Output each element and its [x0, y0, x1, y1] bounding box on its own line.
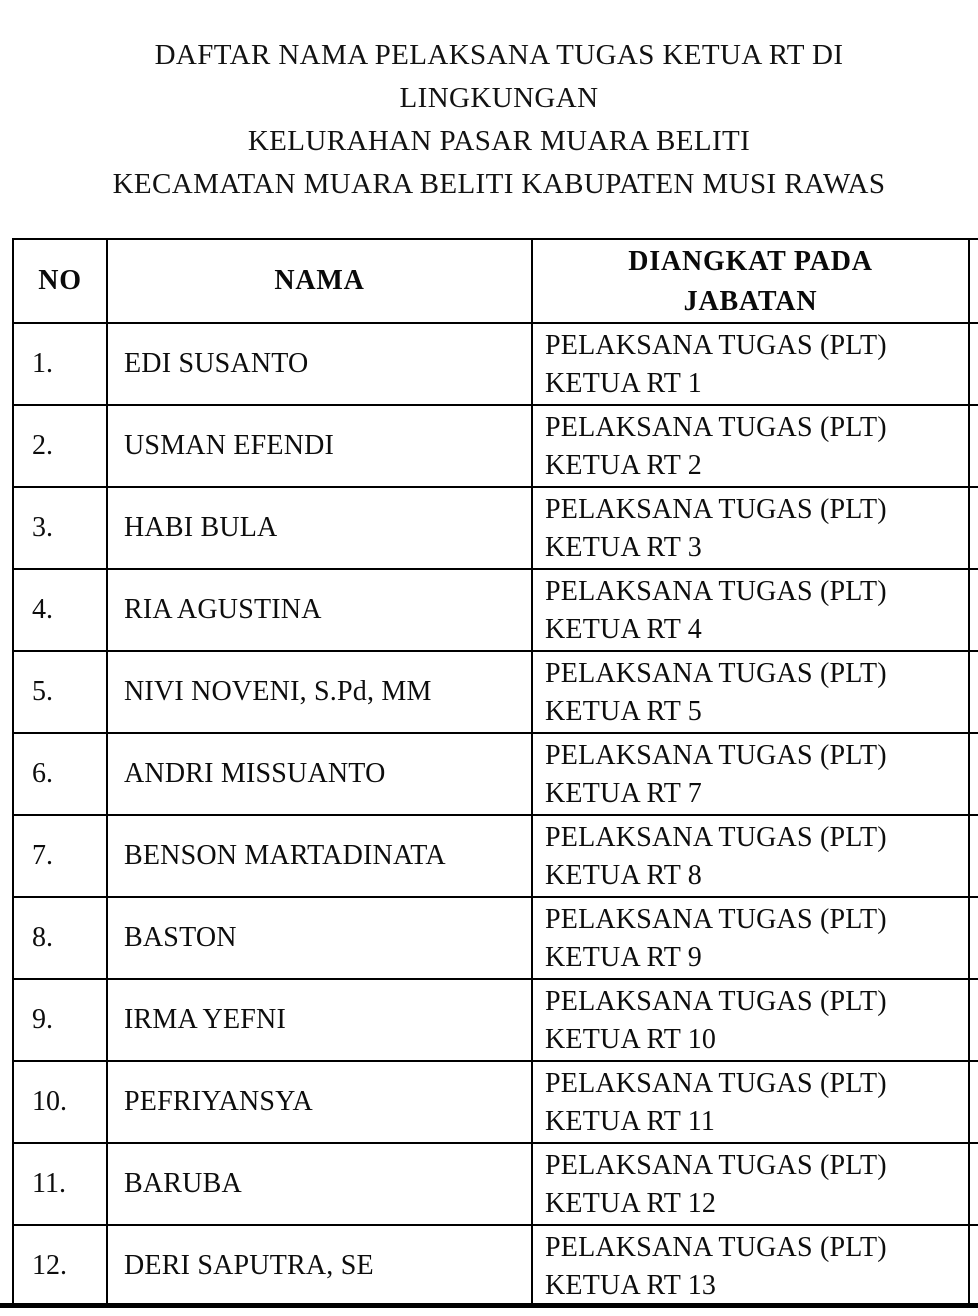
row-number: 1. — [32, 348, 53, 379]
position-line2: KETUA RT 9 — [545, 942, 702, 973]
row-number: 2. — [32, 430, 53, 461]
person-name: NIVI NOVENI, S.Pd, MM — [124, 676, 432, 707]
document-title — [30, 34, 968, 206]
cell-position — [533, 816, 970, 896]
table-header-row — [14, 240, 978, 324]
position-line2: KETUA RT 4 — [545, 614, 702, 645]
cell-person-name — [108, 980, 533, 1060]
person-name: HABI BULA — [124, 512, 278, 543]
cell-position — [533, 980, 970, 1060]
cell-row-number — [14, 652, 108, 732]
cell-cutoff — [970, 406, 978, 486]
cell-row-number — [14, 816, 108, 896]
cell-cutoff — [970, 816, 978, 896]
cell-person-name — [108, 816, 533, 896]
row-number: 3. — [32, 512, 53, 543]
position-line2: KETUA RT 8 — [545, 860, 702, 891]
position-line2: KETUA RT 11 — [545, 1106, 716, 1137]
position-line1: PELAKSANA TUGAS (PLT) — [545, 330, 887, 361]
cell-row-number — [14, 324, 108, 404]
cell-row-number — [14, 1062, 108, 1142]
person-name: BASTON — [124, 922, 237, 953]
row-number: 9. — [32, 1004, 53, 1035]
position-line2: KETUA RT 12 — [545, 1188, 717, 1219]
cell-cutoff — [970, 1226, 978, 1305]
cell-position — [533, 652, 970, 732]
position-line1: PELAKSANA TUGAS (PLT) — [545, 1232, 887, 1263]
cell-position — [533, 488, 970, 568]
cell-row-number — [14, 488, 108, 568]
row-number: 11. — [32, 1168, 66, 1199]
title-line-1: DAFTAR NAMA PELAKSANA TUGAS KETUA RT DI — [154, 39, 844, 71]
cell-cutoff — [970, 898, 978, 978]
person-name: BARUBA — [124, 1168, 242, 1199]
position-line2: KETUA RT 3 — [545, 532, 702, 563]
position-line1: PELAKSANA TUGAS (PLT) — [545, 494, 887, 525]
cell-row-number — [14, 898, 108, 978]
table-row — [14, 488, 978, 570]
cell-position — [533, 1144, 970, 1224]
person-name: ANDRI MISSUANTO — [124, 758, 386, 789]
position-line1: PELAKSANA TUGAS (PLT) — [545, 904, 887, 935]
cell-person-name — [108, 570, 533, 650]
title-line-2: LINGKUNGAN — [399, 82, 599, 114]
person-name: RIA AGUSTINA — [124, 594, 322, 625]
cell-person-name — [108, 1226, 533, 1305]
cell-row-number — [14, 980, 108, 1060]
position-line2: KETUA RT 13 — [545, 1270, 717, 1301]
row-number: 6. — [32, 758, 53, 789]
title-line-4: KECAMATAN MUARA BELITI KABUPATEN MUSI RAWAS — [112, 168, 886, 200]
table-body — [14, 324, 978, 1305]
cell-row-number — [14, 406, 108, 486]
header-cell-no: NO — [14, 240, 108, 322]
cell-position — [533, 898, 970, 978]
position-line1: PELAKSANA TUGAS (PLT) — [545, 1150, 887, 1181]
cell-position — [533, 324, 970, 404]
cell-row-number — [14, 570, 108, 650]
cell-person-name — [108, 652, 533, 732]
cell-cutoff — [970, 1062, 978, 1142]
table-row — [14, 1144, 978, 1226]
position-line2: KETUA RT 10 — [545, 1024, 717, 1055]
position-line1: PELAKSANA TUGAS (PLT) — [545, 576, 887, 607]
page-bottom-cutoff-rule — [0, 1303, 978, 1308]
cell-cutoff — [970, 488, 978, 568]
cell-person-name — [108, 1062, 533, 1142]
header-cutoff-cell — [970, 240, 978, 322]
position-line1: PELAKSANA TUGAS (PLT) — [545, 658, 887, 689]
cell-row-number — [14, 1144, 108, 1224]
person-name: DERI SAPUTRA, SE — [124, 1249, 374, 1281]
position-line1: PELAKSANA TUGAS (PLT) — [545, 1068, 887, 1099]
person-name: PEFRIYANSYA — [124, 1086, 313, 1117]
cell-cutoff — [970, 324, 978, 404]
row-number: 7. — [32, 840, 53, 871]
cell-person-name — [108, 734, 533, 814]
person-name: BENSON MARTADINATA — [124, 840, 446, 871]
cell-person-name — [108, 324, 533, 404]
table-row — [14, 734, 978, 816]
position-line2: KETUA RT 7 — [545, 778, 702, 809]
row-number: 12. — [32, 1249, 67, 1281]
header-jabatan-line2: JABATAN — [683, 286, 818, 317]
header-cell-jabatan — [533, 240, 970, 322]
cell-person-name — [108, 406, 533, 486]
position-line2: KETUA RT 2 — [545, 450, 702, 481]
person-name: EDI SUSANTO — [124, 348, 309, 379]
title-line-3: KELURAHAN PASAR MUARA BELITI — [247, 125, 751, 157]
cell-cutoff — [970, 1144, 978, 1224]
table-row — [14, 406, 978, 488]
row-number: 10. — [32, 1086, 67, 1117]
cell-cutoff — [970, 734, 978, 814]
table-row — [14, 652, 978, 734]
cell-position — [533, 734, 970, 814]
rt-officials-table — [12, 238, 978, 1305]
table-row — [14, 1062, 978, 1144]
header-cell-nama: NAMA — [108, 240, 533, 322]
table-row — [14, 898, 978, 980]
person-name: IRMA YEFNI — [124, 1004, 286, 1035]
table-row — [14, 324, 978, 406]
position-line1: PELAKSANA TUGAS (PLT) — [545, 822, 887, 853]
cell-person-name — [108, 488, 533, 568]
table-row — [14, 1226, 978, 1305]
cell-position — [533, 570, 970, 650]
cell-person-name — [108, 1144, 533, 1224]
row-number: 8. — [32, 922, 53, 953]
position-line1: PELAKSANA TUGAS (PLT) — [545, 412, 887, 443]
position-line2: KETUA RT 5 — [545, 696, 702, 727]
cell-cutoff — [970, 980, 978, 1060]
cell-position — [533, 1062, 970, 1142]
table-row — [14, 980, 978, 1062]
position-line1: PELAKSANA TUGAS (PLT) — [545, 740, 887, 771]
position-line1: PELAKSANA TUGAS (PLT) — [545, 986, 887, 1017]
cell-person-name — [108, 898, 533, 978]
cell-cutoff — [970, 570, 978, 650]
cell-row-number — [14, 734, 108, 814]
table-row — [14, 570, 978, 652]
header-jabatan-line1: DIANGKAT PADA — [628, 246, 873, 277]
table-row — [14, 816, 978, 898]
cell-position — [533, 1226, 970, 1305]
person-name: USMAN EFENDI — [124, 430, 335, 461]
cell-row-number — [14, 1226, 108, 1305]
cell-position — [533, 406, 970, 486]
cell-cutoff — [970, 652, 978, 732]
position-line2: KETUA RT 1 — [545, 368, 702, 399]
row-number: 4. — [32, 594, 53, 625]
row-number: 5. — [32, 676, 53, 707]
